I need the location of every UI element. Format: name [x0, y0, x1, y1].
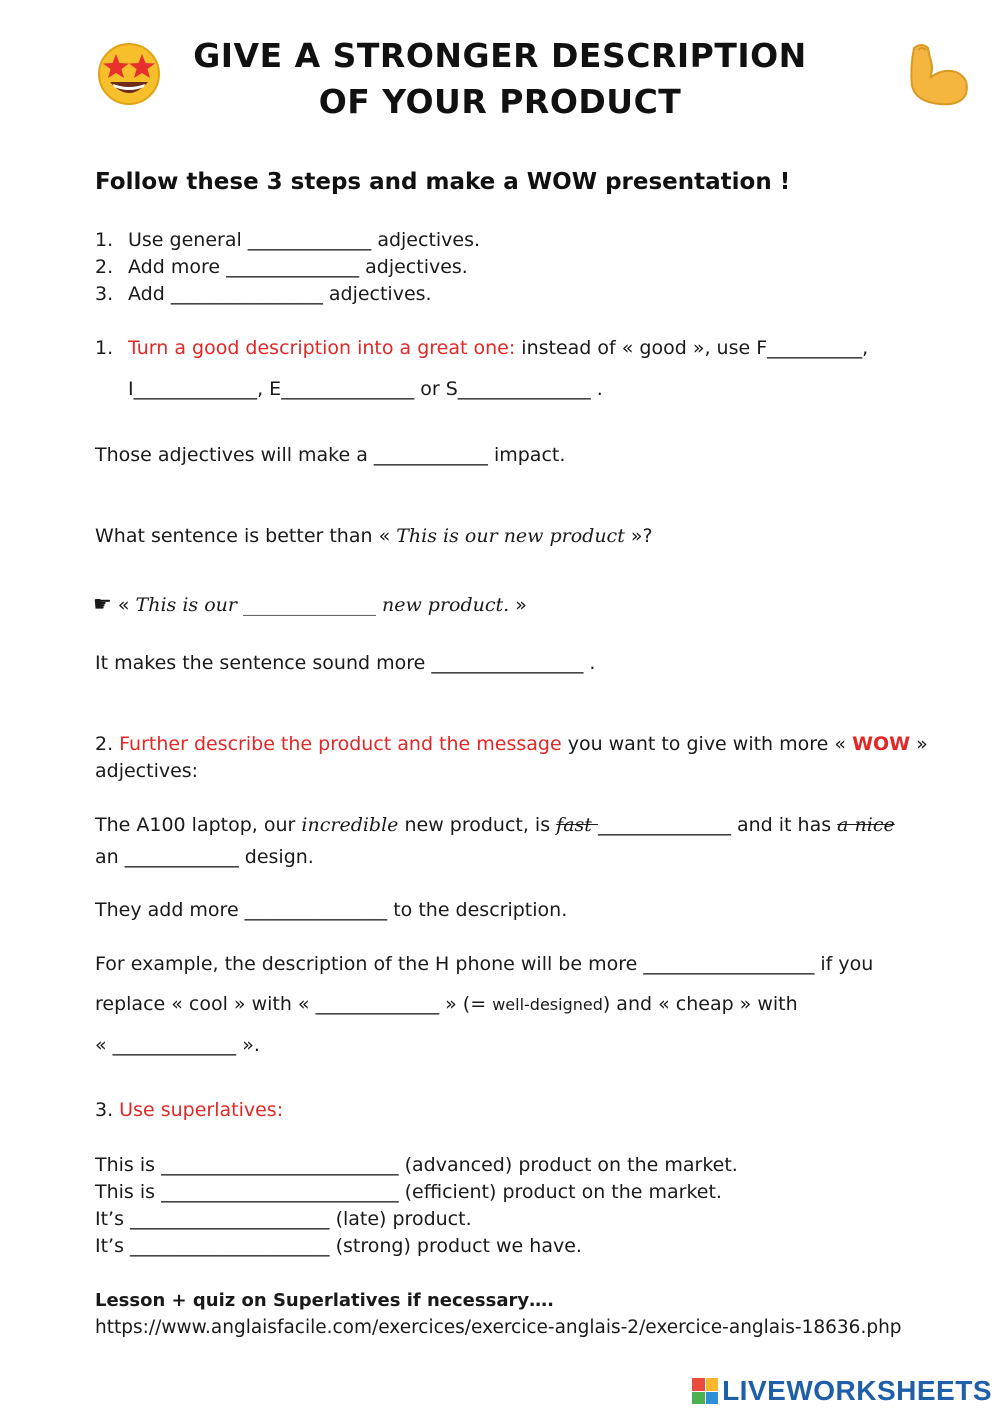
step-number: 3.: [95, 283, 114, 305]
section1-number: 1.: [95, 337, 114, 359]
section3-colon: :: [276, 1099, 284, 1121]
section1-text: instead of « good », use F__________,: [515, 337, 869, 359]
add-more-sentence: They add more _______________ to the description.: [95, 899, 568, 921]
example-sentence: [95, 814, 895, 836]
step-text: Add ________________ adjectives.: [128, 283, 432, 305]
example-part: The A100 laptop, our: [95, 814, 302, 836]
sound-sentence: It makes the sentence sound more ________________ .: [95, 652, 596, 674]
section3-heading: Use superlatives: [119, 1099, 277, 1121]
page-title-line1: GIVE A STRONGER DESCRIPTION: [193, 36, 807, 75]
example-strike: fast: [556, 814, 598, 836]
lesson-link[interactable]: https://www.anglaisfacile.com/exercices/exercice-anglais-2/exercice-anglais-18636.php: [95, 1317, 902, 1338]
logo-text: LIVEWORKSHEETS: [722, 1375, 992, 1406]
section1-line2: I_____________, E______________ or S______________ .: [128, 378, 603, 400]
replace-part: replace « cool » with « _____________ » (=: [95, 993, 493, 1015]
section2-text-end: »: [910, 733, 928, 755]
answer-close: »: [509, 594, 527, 616]
step-1: [95, 229, 480, 251]
wow-label: WOW: [852, 733, 911, 755]
example-part: new product, is: [398, 814, 557, 836]
example-line1: For example, the description of the H phone will be more __________________ if you: [95, 953, 874, 975]
example-italic: incredible: [301, 814, 399, 836]
example-line2: an ____________ design.: [95, 846, 314, 868]
section2-line1: [95, 733, 928, 755]
superlative-line: This is _________________________ (advanced) product on the market.: [95, 1154, 738, 1176]
section2-number: 2.: [95, 733, 120, 755]
question-sentence: [95, 525, 653, 547]
superlative-line: It’s _____________________ (strong) product we have.: [95, 1235, 582, 1257]
lesson-note: Lesson + quiz on Superlatives if necessary….: [95, 1290, 554, 1311]
replace-line: [95, 993, 798, 1015]
intro-heading: Follow these 3 steps and make a WOW presentation !: [95, 169, 791, 195]
replace-part: ) and « cheap » with: [602, 993, 798, 1015]
step-text: Use general _____________ adjectives.: [128, 229, 481, 251]
example-strike: a nice: [837, 814, 895, 836]
logo-mark-icon: [692, 1378, 718, 1404]
page-title-line2: OF YOUR PRODUCT: [318, 82, 682, 121]
impact-sentence: Those adjectives will make a ____________ impact.: [95, 444, 566, 466]
replace-line3: « _____________ ».: [95, 1034, 260, 1056]
step-3: [95, 283, 432, 305]
superlative-line: This is _________________________ (efficient) product on the market.: [95, 1181, 722, 1203]
section2-line2: adjectives:: [95, 760, 199, 782]
section3-number: 3.: [95, 1099, 120, 1121]
section1-heading: Turn a good description into a great one:: [128, 337, 516, 359]
answer-open: «: [117, 594, 136, 616]
answer-text: This is our ______________ new product.: [135, 594, 510, 616]
superlative-line: It’s _____________________ (late) product.: [95, 1208, 472, 1230]
pointing-hand-icon: ☛: [93, 592, 112, 616]
step-number: 2.: [95, 256, 114, 278]
question-after: »?: [624, 525, 653, 547]
question-before: What sentence is better than «: [95, 525, 397, 547]
section2-text: you want to give with more «: [561, 733, 853, 755]
step-2: [95, 256, 468, 278]
step-number: 1.: [95, 229, 114, 251]
section3-heading-line: [95, 1099, 283, 1121]
replace-small: well-designed: [492, 995, 603, 1014]
step-text: Add more ______________ adjectives.: [128, 256, 468, 278]
answer-sentence: [93, 592, 527, 616]
liveworksheets-logo: [692, 1375, 992, 1407]
example-part: ______________ and it has: [597, 814, 838, 836]
section1-line1: [95, 337, 868, 359]
section2-heading: Further describe the product and the message: [119, 733, 562, 755]
question-quote: This is our new product: [396, 525, 625, 547]
